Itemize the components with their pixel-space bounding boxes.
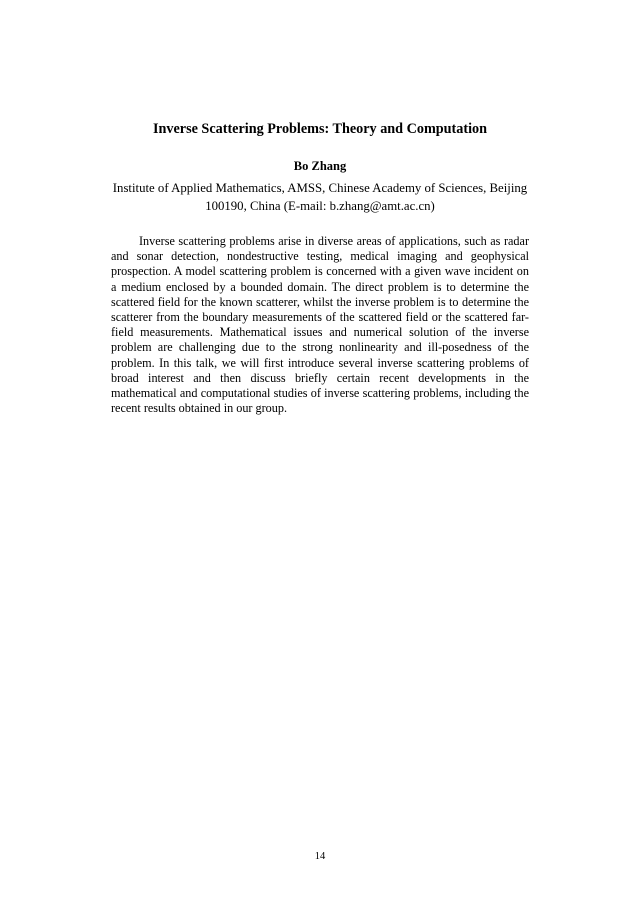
page-number: 14 bbox=[314, 851, 326, 862]
author-affiliation: Institute of Applied Mathematics, AMSS, Chinese Academy of Sciences, Beijing 100190, China (E-mail: b.zhang@amt.ac.cn) bbox=[112, 181, 528, 213]
abstract-paragraph: Inverse scattering problems arise in diverse areas of applications, such as radar and sonar detection, nondestructive testing, medical imaging and geophysical prospection. A model scattering problem is concerned with a given wave incident on a medium enclosed by a bounded domain. The direct problem is to determine the scattered field for the known scatterer, whilst the inverse problem is to determine the scatterer from the boundary measurements of the scattered field or the scattered far-field measurements. Mathematical issues and numerical solution of the inverse problem are challenging due to the strong nonlinearity and ill-posedness of the problem. In this talk, we will first introduce several inverse scattering problems of broad interest and then discuss briefly certain recent developments in the mathematical and computational studies of inverse scattering problems, including the recent results obtained in our group. bbox=[111, 234, 529, 416]
paper-title: Inverse Scattering Problems: Theory and Computation bbox=[152, 121, 488, 137]
author-name: Bo Zhang bbox=[293, 159, 347, 173]
